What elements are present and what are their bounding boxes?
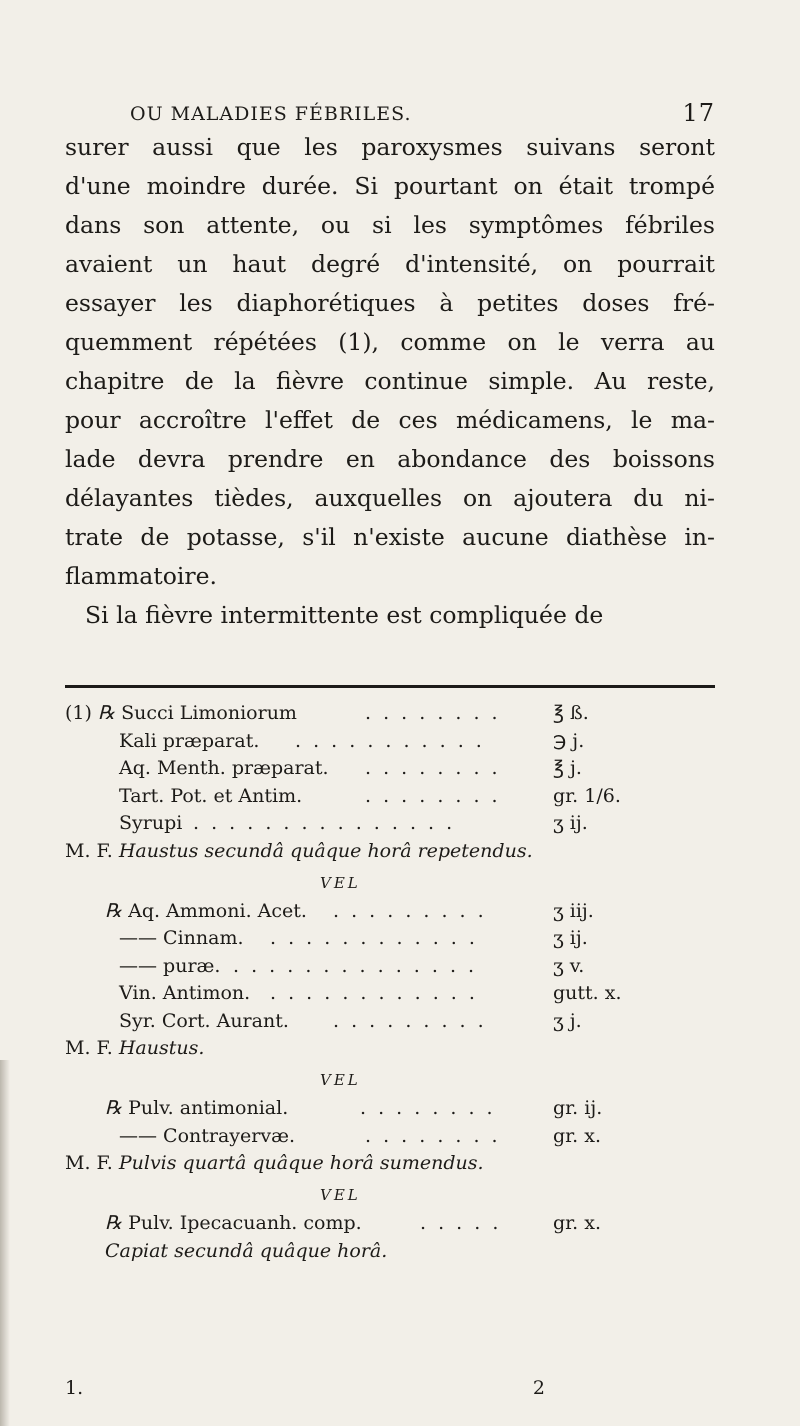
recipe-symbol: ℞ — [105, 1097, 123, 1119]
page-number: 17 — [682, 99, 715, 127]
body-line: trate de potasse, s'il n'existe aucune diathèse in- — [65, 523, 715, 551]
body-line: dans son attente, ou si les symptômes fébriles — [65, 211, 715, 239]
quantity: ʒ ij. — [553, 927, 588, 949]
leader-dots: . . . . . . . . — [365, 757, 501, 779]
ingredient: Syr. Cort. Aurant. — [119, 1009, 289, 1032]
leader-dots: . . . . . . . . . — [333, 1009, 487, 1032]
instruction-text: Pulvis quartâ quâque horâ sumendus. — [118, 1152, 484, 1174]
body-text — [65, 128, 715, 635]
leader-dots: . . . . . . . . — [365, 702, 501, 724]
footnote — [65, 700, 725, 1268]
signature-right: 2 — [532, 1377, 545, 1399]
recipe-symbol: ℞ — [97, 702, 116, 724]
body-line: essayer les diaphorétiques à petites doses fré- — [65, 289, 715, 317]
vel-separator: VEL — [320, 1071, 361, 1089]
body-line: pour accroître l'effet de ces médicamens, le ma- — [65, 406, 715, 434]
quantity: gr. x. — [553, 1124, 601, 1147]
formula-row — [65, 728, 725, 756]
body-line: lade devra prendre en abondance des boissons — [65, 445, 715, 473]
quantity: ℥ j. — [553, 757, 582, 779]
ingredient: Pulv. Ipecacuanh. comp. — [128, 1212, 362, 1234]
vel-separator: VEL — [320, 873, 361, 892]
body-line: d'une moindre durée. Si pourtant on était trompé — [65, 172, 715, 200]
quantity: ʒ v. — [553, 954, 585, 977]
ingredient: —— Cinnam. — [119, 927, 244, 949]
quantity: ℥ ß. — [553, 702, 589, 724]
recipe-symbol: ℞ — [105, 1212, 123, 1234]
leader-dots: . . . . . . . . . . . . — [270, 982, 478, 1004]
formula-row — [65, 953, 725, 981]
quantity: ʒ ij. — [553, 812, 588, 834]
ingredient: —— Contrayervæ. — [119, 1124, 295, 1147]
footnote-rule — [65, 685, 715, 688]
ingredient: Pulv. antimonial. — [128, 1097, 289, 1119]
body-line: surer aussi que les paroxysmes suivans seront — [65, 133, 715, 161]
ingredient: —— puræ. — [119, 954, 221, 977]
formula-row — [65, 755, 725, 783]
formula-row — [65, 898, 725, 926]
ingredient: Aq. Menth. præparat. — [119, 757, 329, 779]
binding-shadow — [0, 1060, 10, 1426]
body-line: chapitre de la fièvre continue simple. Au reste, — [65, 367, 715, 395]
formula-row — [65, 1008, 725, 1036]
formula-row — [65, 783, 725, 811]
quantity: ʒ iij. — [553, 899, 594, 922]
quantity: gr. 1/6. — [553, 784, 621, 807]
signature-left: 1. — [65, 1377, 84, 1399]
leader-dots: . . . . . . . . . . . . . . . — [193, 812, 456, 834]
formula-instruction — [65, 1238, 725, 1268]
ingredient: Tart. Pot. et Antim. — [119, 784, 303, 807]
quantity: ʒ j. — [553, 1009, 582, 1032]
body-line: flammatoire. — [65, 562, 217, 590]
formula-instruction: M. F. Haustus. — [65, 1037, 205, 1059]
instruction-text: Capiat secundâ quâque horâ. — [105, 1239, 388, 1262]
formula-row — [65, 700, 725, 728]
vel-separator: VEL — [320, 1186, 361, 1204]
leader-dots: . . . . . . . . . . . — [295, 729, 485, 752]
quantity: gr. x. — [553, 1212, 601, 1234]
formula-instruction: M. F. Haustus secundâ quâque horâ repetendus. — [65, 839, 533, 862]
ingredient: Kali præparat. — [119, 729, 260, 752]
formula-row — [65, 810, 725, 838]
leader-dots: . . . . . . . . . . . . . . — [233, 954, 478, 977]
leader-dots: . . . . . . . . . — [333, 899, 487, 922]
quantity: gr. ij. — [553, 1097, 603, 1119]
leader-dots: . . . . . . . . — [365, 784, 501, 807]
instruction-text: Haustus secundâ quâque horâ repetendus. — [118, 839, 533, 862]
footnote-marker: (1) — [65, 702, 92, 724]
formula-row — [65, 1095, 725, 1123]
formula-instruction: M. F. Pulvis quartâ quâque horâ sumendus. — [65, 1152, 484, 1174]
formula-row — [65, 925, 725, 953]
instruction-text: Haustus. — [118, 1037, 205, 1059]
leader-dots: . . . . . . . . . . . . — [270, 927, 478, 949]
body-line: avaient un haut degré d'intensité, on pourrait — [65, 250, 715, 278]
ingredient: Syrupi — [119, 812, 183, 834]
formula-row — [65, 1210, 725, 1238]
body-line: quemment répétées (1), comme on le verra au — [65, 328, 715, 356]
quantity: gutt. x. — [553, 982, 622, 1004]
leader-dots: . . . . . — [420, 1212, 502, 1234]
leader-dots: . . . . . . . . — [365, 1124, 501, 1147]
body-line: délayantes tièdes, auxquelles on ajoutera du ni- — [65, 484, 715, 512]
leader-dots: . . . . . . . . — [360, 1097, 496, 1119]
quantity: ℈ j. — [553, 729, 585, 752]
ingredient: Succi Limoniorum — [121, 702, 297, 724]
recipe-symbol: ℞ — [105, 899, 123, 922]
formula-row — [65, 980, 725, 1008]
running-head-title: OU MALADIES FÉBRILES. — [130, 103, 412, 125]
formula-row — [65, 1123, 725, 1151]
ingredient: Vin. Antimon. — [119, 982, 251, 1004]
body-line: Si la fièvre intermittente est compliquée de — [85, 601, 604, 629]
ingredient: Aq. Ammoni. Acet. — [128, 899, 307, 922]
